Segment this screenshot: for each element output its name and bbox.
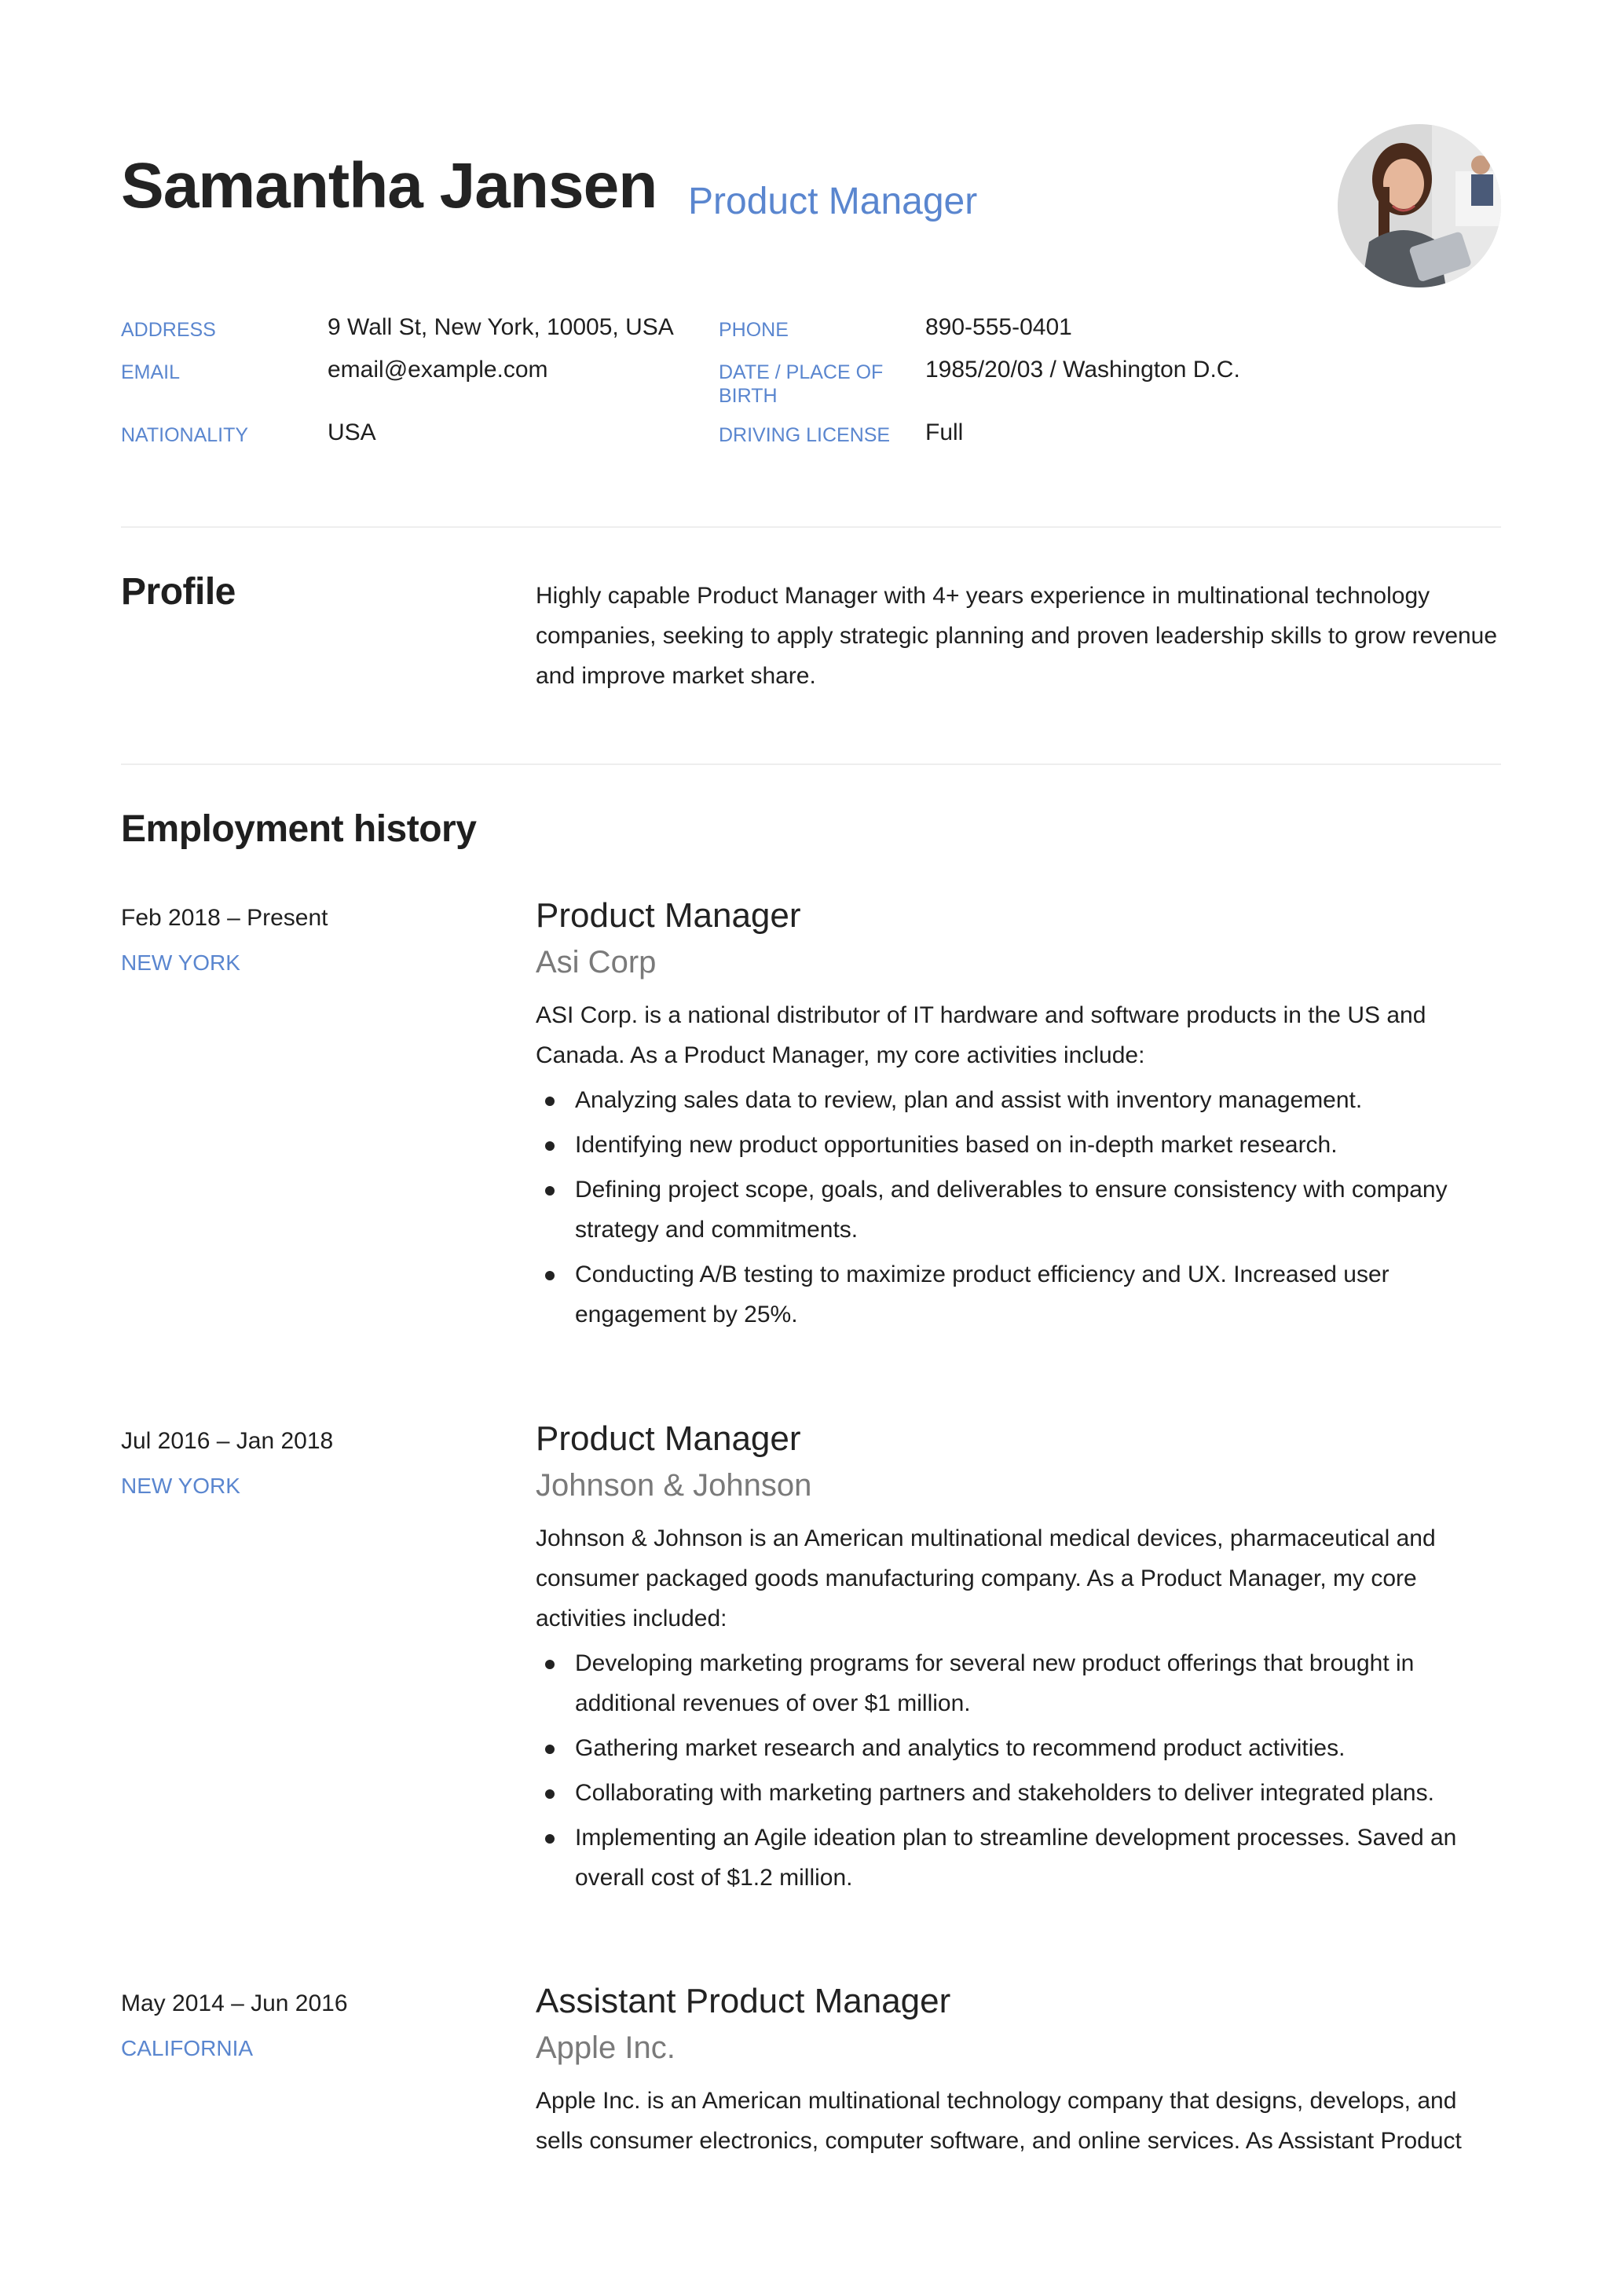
job-description: ASI Corp. is a national distributor of IT hardware and software products in the US and Canada. As a Product Manager, my core activities include: [536,1002,1426,1068]
list-item: Conducting A/B testing to maximize product efficiency and UX. Increased user engagement by 25%. [536,1254,1510,1335]
candidate-name: Samantha Jansen [121,150,657,222]
job-location: CALIFORNIA [121,2036,254,2060]
bullet-icon [545,1097,555,1106]
phone-label: PHONE [719,319,789,341]
nationality-value: USA [328,419,376,445]
bullet-icon [545,1789,555,1799]
nationality-label: NATIONALITY [121,424,249,446]
job-location: NEW YORK [121,950,240,975]
job-details [536,1419,1510,1902]
job-location: NEW YORK [121,1474,240,1498]
phone-value: 890-555-0401 [925,314,1072,340]
job-company: Apple Inc. [536,2031,676,2065]
job-company: Asi Corp [536,945,657,980]
email-label: EMAIL [121,361,181,383]
job-company: Johnson & Johnson [536,1468,812,1503]
employment-heading: Employment history [121,808,477,850]
job-dates: May 2014 – Jun 2016 [121,1990,348,2016]
job-dates: Jul 2016 – Jan 2018 [121,1428,334,1454]
birth-label-line1: DATE / PLACE OF [719,361,884,383]
bullet-icon [545,1660,555,1669]
list-item: Identifying new product opportunities based on in-depth market research. [536,1125,1510,1165]
list-item: Developing marketing programs for several new product offerings that brought in additional revenues of over $1 million. [536,1643,1510,1723]
job-role: Product Manager [536,1419,801,1458]
bullet-icon [545,1141,555,1151]
license-label: DRIVING LICENSE [719,424,891,446]
list-item: Defining project scope, goals, and deliverables to ensure consistency with company strategy and commitments. [536,1170,1510,1250]
birth-value: 1985/20/03 / Washington D.C. [925,357,1240,383]
address-value: 9 Wall St, New York, 10005, USA [328,314,674,340]
divider [121,526,1501,528]
list-item: Collaborating with marketing partners and stakeholders to deliver integrated plans. [536,1773,1510,1813]
job-role: Assistant Product Manager [536,1982,951,2020]
divider [121,764,1501,765]
job-details [536,896,1510,1339]
list-item: Gathering market research and analytics to recommend product activities. [536,1728,1510,1768]
address-label: ADDRESS [121,319,216,341]
bullet-icon [545,1271,555,1280]
email-value: email@example.com [328,357,548,383]
resume-header [121,0,1501,283]
profile-text: Highly capable Product Manager with 4+ years experience in multinational technology companies, seeking to apply strategic planning and proven leadership skills to grow revenue and improve market share. [536,583,1498,689]
bullet-icon [545,1186,555,1196]
job-description: Apple Inc. is an American multinational technology company that designs, develops, and sells consumer electronics, computer software, and online services. As Assistant Product [536,2088,1462,2154]
job-details [536,1984,1510,2161]
bullet-icon [545,1834,555,1844]
bullet-icon [545,1745,555,1754]
candidate-title: Product Manager [688,181,978,222]
birth-label-line2: BIRTH [719,385,778,407]
list-item: Implementing an Agile ideation plan to streamline development processes. Saved an overall cost of $1.2 million. [536,1818,1510,1898]
job-bullets [536,1643,1510,1898]
job-bullets [536,1080,1510,1335]
profile-photo [1338,124,1501,287]
list-item: Analyzing sales data to review, plan and assist with inventory management. [536,1080,1510,1120]
license-value: Full [925,419,964,445]
job-role: Product Manager [536,896,801,935]
job-dates: Feb 2018 – Present [121,905,328,931]
profile-heading: Profile [121,571,236,613]
job-description: Johnson & Johnson is an American multinational medical devices, pharmaceutical and consumer packaged goods manufacturing company. As a Product Manager, my core activities included: [536,1525,1436,1631]
